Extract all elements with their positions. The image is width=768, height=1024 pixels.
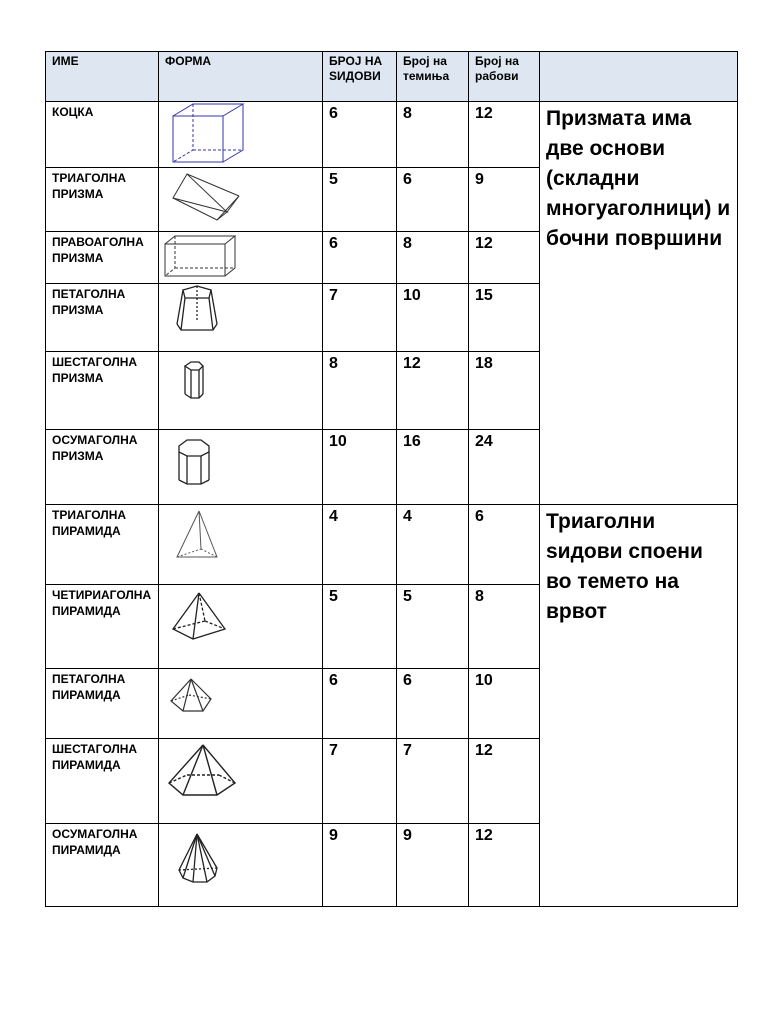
faces-value: 4: [323, 505, 397, 585]
hexagonal-pyramid-icon: [159, 739, 249, 821]
faces-value: 10: [323, 430, 397, 505]
vertices-value: 5: [397, 585, 469, 669]
vertices-value: 7: [397, 739, 469, 824]
solid-name: ПЕТАГОЛНА ПИРАМИДА: [46, 669, 159, 739]
hexagonal-prism-icon: [159, 352, 249, 428]
vertices-value: 10: [397, 284, 469, 352]
solid-name: ШЕСТАГОЛНА ПИРАМИДА: [46, 739, 159, 824]
pyramid-description: Триаголни ѕидови споени во темето на врвот: [540, 505, 738, 907]
vertices-value: 8: [397, 102, 469, 168]
header-vertices: Број на темиња: [397, 52, 469, 102]
square-pyramid-icon: [159, 585, 249, 665]
edges-value: 10: [469, 669, 540, 739]
triangular-pyramid-icon: [159, 505, 249, 581]
header-desc: [540, 52, 738, 102]
edges-value: 12: [469, 824, 540, 907]
edges-value: 6: [469, 505, 540, 585]
solid-name: ТРИАГОЛНА ПИРАМИДА: [46, 505, 159, 585]
faces-value: 5: [323, 585, 397, 669]
pentagonal-prism-icon: [159, 284, 249, 350]
octagonal-prism-icon: [159, 430, 249, 500]
edges-value: 12: [469, 102, 540, 168]
solid-name: ЧЕТИРИАГОЛНА ПИРАМИДА: [46, 585, 159, 669]
edges-value: 18: [469, 352, 540, 430]
faces-value: 6: [323, 232, 397, 284]
edges-value: 15: [469, 284, 540, 352]
solid-name: ПРАВОАГОЛНА ПРИЗМА: [46, 232, 159, 284]
edges-value: 24: [469, 430, 540, 505]
cube-icon: [159, 102, 249, 166]
faces-value: 7: [323, 284, 397, 352]
rectangular-prism-icon: [159, 232, 249, 282]
solid-name: ПЕТАГОЛНА ПРИЗМА: [46, 284, 159, 352]
solid-name: ШЕСТАГОЛНА ПРИЗМА: [46, 352, 159, 430]
solid-name: КОЦКА: [46, 102, 159, 168]
octagonal-pyramid-icon: [159, 824, 249, 904]
faces-value: 9: [323, 824, 397, 907]
vertices-value: 8: [397, 232, 469, 284]
triangular-prism-icon: [159, 168, 249, 230]
vertices-value: 12: [397, 352, 469, 430]
faces-value: 7: [323, 739, 397, 824]
header-faces: БРОЈ НА ЅИДОВИ: [323, 52, 397, 102]
prism-description: Призмата има две основи (складни многуаголници) и бочни површини: [540, 102, 738, 505]
vertices-value: 6: [397, 168, 469, 232]
faces-value: 6: [323, 102, 397, 168]
header-edges: Број на рабови: [469, 52, 540, 102]
edges-value: 8: [469, 585, 540, 669]
header-shape: ФОРМА: [159, 52, 323, 102]
faces-value: 5: [323, 168, 397, 232]
solid-name: ОСУМАГОЛНА ПИРАМИДА: [46, 824, 159, 907]
table-row: [46, 505, 738, 585]
faces-value: 8: [323, 352, 397, 430]
solid-name: ТРИАГОЛНА ПРИЗМА: [46, 168, 159, 232]
header-row: [46, 52, 738, 102]
solids-table: [45, 51, 738, 907]
pentagonal-pyramid-icon: [159, 669, 249, 737]
vertices-value: 4: [397, 505, 469, 585]
vertices-value: 9: [397, 824, 469, 907]
solid-name: ОСУМАГОЛНА ПРИЗМА: [46, 430, 159, 505]
header-name: ИМЕ: [46, 52, 159, 102]
table-row: [46, 102, 738, 168]
faces-value: 6: [323, 669, 397, 739]
edges-value: 12: [469, 232, 540, 284]
edges-value: 12: [469, 739, 540, 824]
edges-value: 9: [469, 168, 540, 232]
vertices-value: 6: [397, 669, 469, 739]
vertices-value: 16: [397, 430, 469, 505]
